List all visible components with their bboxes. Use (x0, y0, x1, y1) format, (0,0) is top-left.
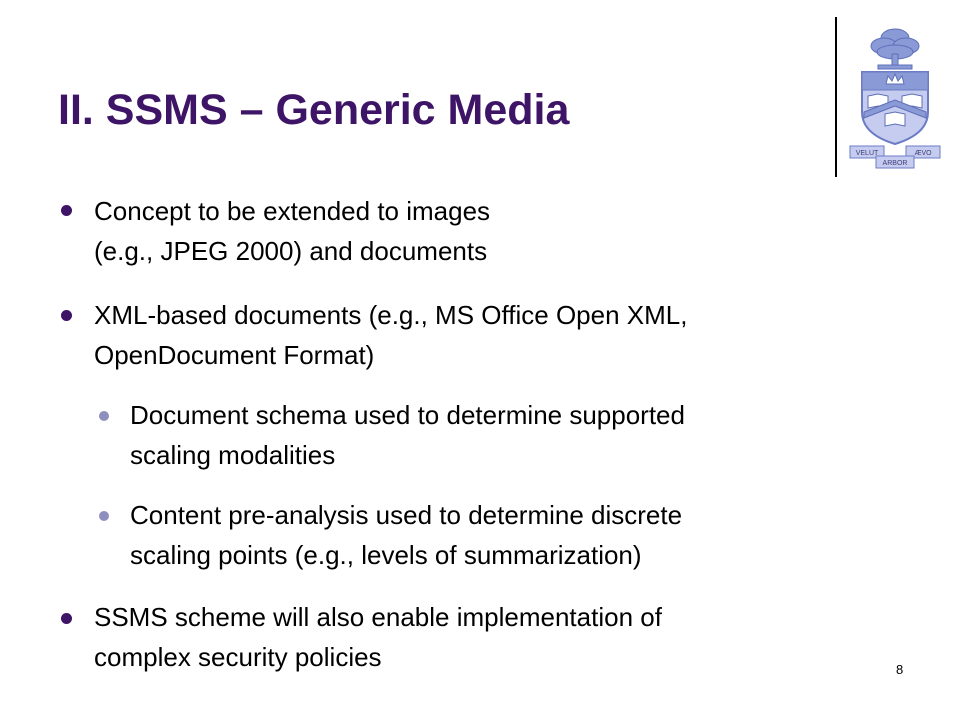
page-title: II. SSMS – Generic Media (58, 86, 570, 134)
university-crest-logo (848, 24, 942, 170)
bullet-marker (61, 205, 72, 216)
divider-line (835, 17, 837, 177)
bullet-line: complex security policies (94, 642, 382, 672)
bullet-line: XML-based documents (e.g., MS Office Open XML, (94, 300, 688, 330)
motto-right-text: ÆVO (914, 150, 932, 157)
bullet-line: OpenDocument Format) (94, 340, 375, 370)
bullet-line: (e.g., JPEG 2000) and documents (94, 236, 488, 266)
sub-bullet-marker (99, 411, 109, 421)
page-number: 8 (896, 662, 904, 677)
bullet-line: Concept to be extended to images (94, 196, 491, 226)
bullet-line: SSMS scheme will also enable implementation of (94, 602, 662, 632)
bullet-marker (61, 613, 72, 624)
motto-bottom-text: ARBOR (882, 160, 908, 167)
sub-bullet-line: scaling points (e.g., levels of summarization) (130, 540, 642, 570)
sub-bullet-marker (99, 511, 109, 521)
sub-bullet-line: Document schema used to determine supported (130, 400, 685, 430)
sub-bullet-line: scaling modalities (130, 440, 336, 470)
bullet-marker (61, 310, 72, 321)
sub-bullet-line: Content pre-analysis used to determine discrete (130, 500, 683, 530)
motto-left-text: VELUT (855, 150, 879, 157)
